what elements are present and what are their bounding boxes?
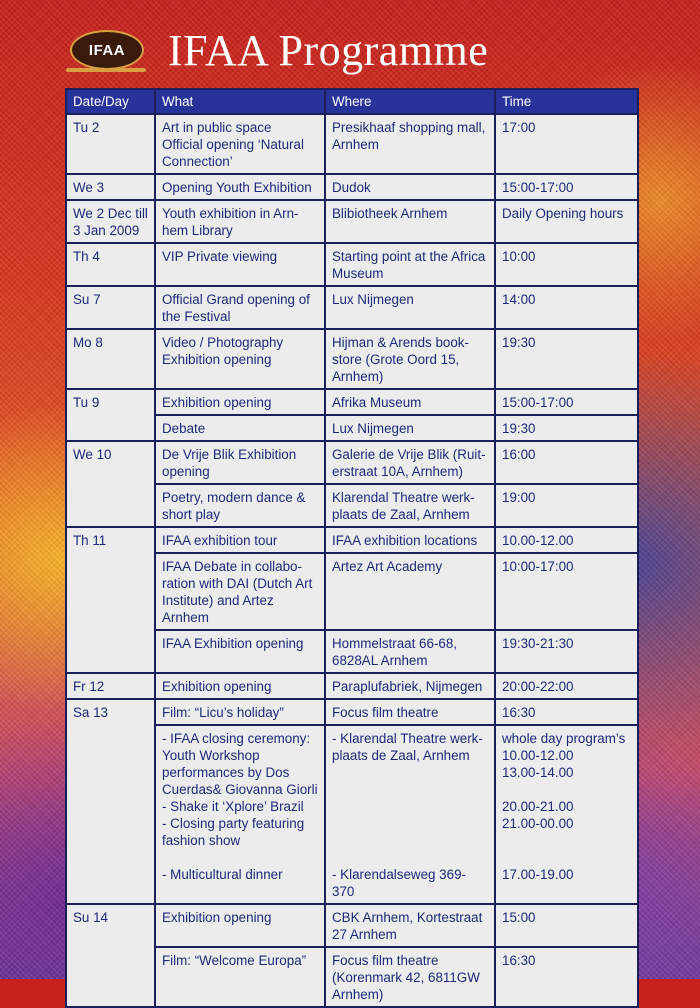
- cell-where: - Klarendal Theatre werk- plaats de Zaal, Arnhem - Klarendalseweg 369-370: [325, 725, 495, 904]
- cell-day: We 10: [66, 441, 155, 527]
- logo-text: IFAA: [88, 41, 126, 59]
- cell-what: Official Grand opening of the Festival: [155, 286, 325, 329]
- cell-where: Hijman & Arends book-store (Grote Oord 15, Arnhem): [325, 329, 495, 389]
- cell-time: 16:30: [495, 699, 638, 725]
- cell-day: Th 11: [66, 527, 155, 673]
- cell-time: 19:30: [495, 415, 638, 441]
- cell-time: 15:00: [495, 904, 638, 947]
- cell-what: Video / Photography Exhibition opening: [155, 329, 325, 389]
- cell-where: IFAA exhibition locations: [325, 527, 495, 553]
- column-header-time: Time: [495, 89, 638, 114]
- cell-time: 19:00: [495, 484, 638, 527]
- cell-what: Film: “Licu’s holiday”: [155, 699, 325, 725]
- programme-table: [65, 88, 639, 1008]
- cell-what: De Vrije Blik Exhibition opening: [155, 441, 325, 484]
- cell-what: Poetry, modern dance & short play: [155, 484, 325, 527]
- cell-where: Lux Nijmegen: [325, 286, 495, 329]
- page-header: [0, 0, 700, 88]
- table-row: [66, 389, 638, 415]
- cell-where: Klarendal Theatre werk-plaats de Zaal, Arnhem: [325, 484, 495, 527]
- logo-underline: [66, 68, 146, 72]
- cell-what: IFAA Debate in collabo-ration with DAI (Dutch Art Institute) and Artez Arnhem: [155, 553, 325, 630]
- table-header-row: [66, 89, 638, 114]
- cell-where: Presikhaaf shopping mall, Arnhem: [325, 114, 495, 174]
- table-row: [66, 673, 638, 699]
- cell-where: Artez Art Academy: [325, 553, 495, 630]
- cell-what: IFAA Exhibition opening: [155, 630, 325, 673]
- cell-time: 15:00-17:00: [495, 174, 638, 200]
- cell-what: Film: “Welcome Europa”: [155, 947, 325, 1007]
- cell-time: 10:00-17:00: [495, 553, 638, 630]
- cell-what: Art in public space Official opening ‘Natural Connection’: [155, 114, 325, 174]
- cell-where: Hommelstraat 66-68, 6828AL Arnhem: [325, 630, 495, 673]
- page-title: IFAA Programme: [168, 26, 489, 75]
- cell-day: Tu 9: [66, 389, 155, 441]
- cell-time: 20:00-22:00: [495, 673, 638, 699]
- cell-day: Th 4: [66, 243, 155, 286]
- cell-time: 14:00: [495, 286, 638, 329]
- ifaa-logo: [70, 30, 144, 70]
- table-row: [66, 527, 638, 553]
- cell-time: 16:30: [495, 947, 638, 1007]
- cell-time: 19:30: [495, 329, 638, 389]
- table-row: [66, 441, 638, 484]
- table-row: [66, 329, 638, 389]
- cell-time: Daily Opening hours: [495, 200, 638, 243]
- column-header-date: Date/Day: [66, 89, 155, 114]
- cell-time: 10.00-12.00: [495, 527, 638, 553]
- cell-time: 16:00: [495, 441, 638, 484]
- cell-day: We 2 Dec till 3 Jan 2009: [66, 200, 155, 243]
- table-row: [66, 200, 638, 243]
- table-row: [66, 699, 638, 725]
- table-row: [66, 174, 638, 200]
- cell-where: Afrika Museum: [325, 389, 495, 415]
- cell-day: Tu 2: [66, 114, 155, 174]
- cell-what: Youth exhibition in Arn-hem Library: [155, 200, 325, 243]
- column-header-where: Where: [325, 89, 495, 114]
- cell-where: Starting point at the Africa Museum: [325, 243, 495, 286]
- cell-what: Exhibition opening: [155, 389, 325, 415]
- cell-where: CBK Arnhem, Kortestraat 27 Arnhem: [325, 904, 495, 947]
- cell-time: whole day program’s 10.00-12.00 13.00-14.00 20.00-21.00 21.00-00.00 17.00-19.00: [495, 725, 638, 904]
- cell-where: Blibiotheek Arnhem: [325, 200, 495, 243]
- cell-day: Su 14: [66, 904, 155, 1007]
- cell-day: Mo 8: [66, 329, 155, 389]
- cell-where: Paraplufabriek, Nijmegen: [325, 673, 495, 699]
- cell-what: Debate: [155, 415, 325, 441]
- cell-what: VIP Private viewing: [155, 243, 325, 286]
- cell-where: Galerie de Vrije Blik (Ruit-erstraat 10A, Arnhem): [325, 441, 495, 484]
- cell-day: We 3: [66, 174, 155, 200]
- cell-what: - IFAA closing ceremony: Youth Workshop performances by Dos Cuerdas& Giovanna Giorli - Shake it ‘Xplore’ Brazil - Closing party featuring fashion show - Multicultural dinner: [155, 725, 325, 904]
- cell-time: 17:00: [495, 114, 638, 174]
- table-row: [66, 114, 638, 174]
- cell-time: 15:00-17:00: [495, 389, 638, 415]
- table-row: [66, 904, 638, 947]
- cell-where: Lux Nijmegen: [325, 415, 495, 441]
- cell-day: Sa 13: [66, 699, 155, 904]
- cell-where: Focus film theatre (Korenmark 42, 6811GW Arnhem): [325, 947, 495, 1007]
- cell-day: Fr 12: [66, 673, 155, 699]
- cell-what: IFAA exhibition tour: [155, 527, 325, 553]
- cell-what: Exhibition opening: [155, 904, 325, 947]
- cell-time: 19:30-21:30: [495, 630, 638, 673]
- cell-where: Focus film theatre: [325, 699, 495, 725]
- cell-time: 10:00: [495, 243, 638, 286]
- cell-what: Exhibition opening: [155, 673, 325, 699]
- table-row: [66, 243, 638, 286]
- column-header-what: What: [155, 89, 325, 114]
- table-row: [66, 286, 638, 329]
- cell-day: Su 7: [66, 286, 155, 329]
- cell-what: Opening Youth Exhibition: [155, 174, 325, 200]
- cell-where: Dudok: [325, 174, 495, 200]
